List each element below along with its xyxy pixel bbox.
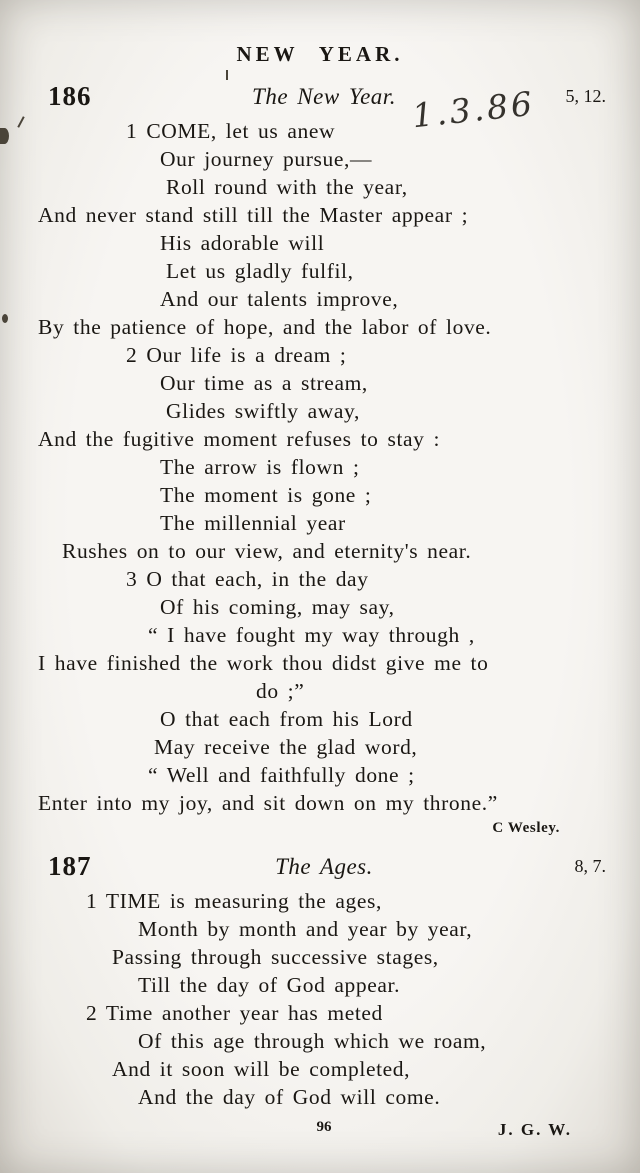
hymn-line: And our talents improve,	[160, 287, 399, 311]
page-content	[0, 81, 640, 1145]
hymn-line: By the patience of hope, and the labor of love.	[38, 315, 492, 339]
hymn-number: 187	[48, 851, 92, 881]
hymn-title: The Ages.	[275, 854, 373, 879]
hymn-line: Our time as a stream,	[160, 371, 368, 395]
hymn-line: Roll round with the year,	[166, 175, 408, 199]
hymn-meter: 8, 7.	[574, 856, 606, 876]
hymn-line: The moment is gone ;	[160, 483, 372, 507]
hymn-line: His adorable will	[160, 231, 325, 255]
author-initials: J. G. W.	[497, 1120, 572, 1139]
hymn-line: I have finished the work thou didst give me to	[38, 651, 489, 675]
hymn-line: Enter into my joy, and sit down on my throne.”	[38, 791, 498, 815]
hymn-line: Rushes on to our view, and eternity's near.	[62, 539, 472, 563]
scan-artifact	[0, 128, 9, 144]
hymn-line: “ Well and faithfully done ;	[148, 763, 415, 787]
hymn-line: May receive the glad word,	[154, 735, 418, 759]
hymn-line: Passing through successive stages,	[112, 945, 439, 969]
hymn-line: 2 Time another year has meted	[86, 1001, 383, 1025]
section-header: NEW YEAR.	[236, 42, 404, 66]
hymn-title: The New Year.	[252, 84, 396, 109]
hymn-line: And the day of God will come.	[138, 1085, 441, 1109]
hymn-line: Our journey pursue,—	[160, 147, 373, 171]
hymn-line: Till the day of God appear.	[138, 973, 401, 997]
hymn-187-body	[36, 887, 612, 1111]
hymn-line: Of his coming, may say,	[160, 595, 395, 619]
hymn-attribution: C Wesley.	[492, 820, 560, 836]
hymn-187-header	[36, 851, 612, 887]
hymn-line: do ;”	[256, 679, 305, 703]
page-number: 96	[316, 1119, 332, 1135]
hymn-line: 2 Our life is a dream ;	[126, 343, 347, 367]
scan-artifact	[2, 314, 8, 323]
hymn-line: And the fugitive moment refuses to stay :	[38, 427, 441, 451]
hymn-line: “ I have fought my way through ,	[148, 623, 475, 647]
hymn-line: 1 TIME is measuring the ages,	[86, 889, 382, 913]
hymn-186-body	[36, 117, 612, 817]
page-footer	[36, 1119, 612, 1145]
scan-artifact	[226, 70, 228, 80]
hymn-meter: 5, 12.	[565, 86, 606, 106]
hymn-line: Month by month and year by year,	[138, 917, 473, 941]
hymn-line: And never stand still till the Master appear ;	[38, 203, 469, 227]
hymn-line: Let us gladly fulfil,	[166, 259, 354, 283]
hymn-line: Glides swiftly away,	[166, 399, 360, 423]
hymn-line: Of this age through which we roam,	[138, 1029, 487, 1053]
hymn-186-header	[36, 81, 612, 117]
handwritten-annotation: 1.3.86	[410, 83, 537, 136]
hymn-line: 1 COME, let us anew	[126, 119, 336, 143]
hymn-line: And it soon will be completed,	[112, 1057, 411, 1081]
hymn-line: The arrow is flown ;	[160, 455, 360, 479]
hymn-line: 3 O that each, in the day	[126, 567, 369, 591]
hymn-number: 186	[48, 81, 92, 111]
hymn-line: The millennial year	[160, 511, 346, 535]
hymn-line: O that each from his Lord	[160, 707, 413, 731]
